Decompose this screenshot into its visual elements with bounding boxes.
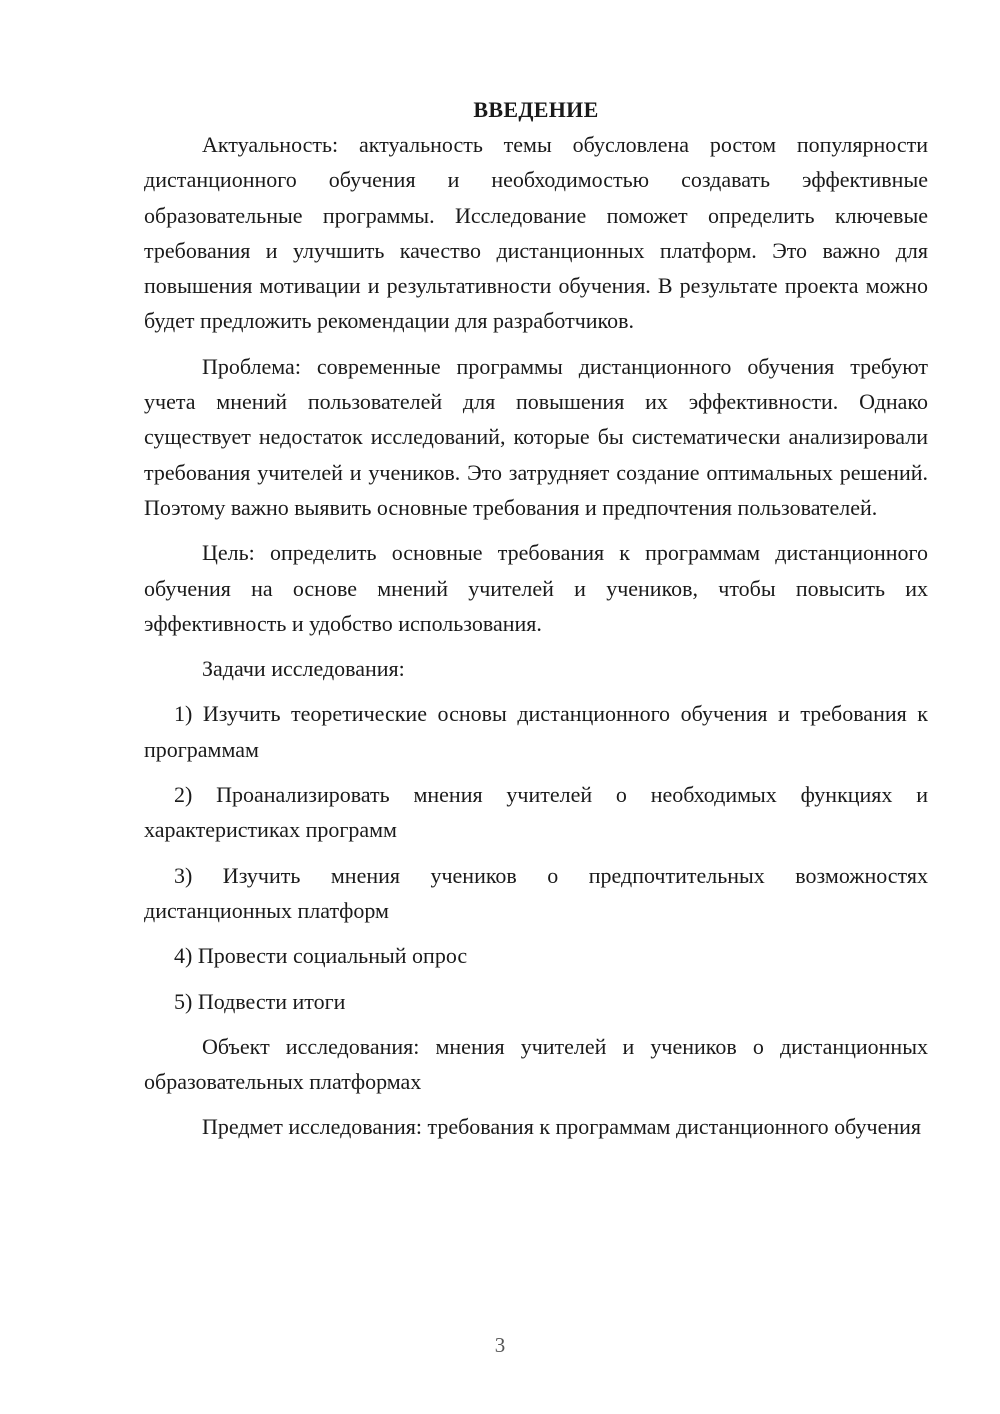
research-subject: Предмет исследования: требования к программам дистанционного обучения: [202, 1114, 922, 1140]
paragraph-relevance: Актуальность: актуальность темы обусловлена ростом популярности дистанционного обучения и необходимостью создавать эффективные образовательные программы. Исследование поможет определить ключевые требования и улучшить качество дистанционных платформ. Это важно для повышения мотивации и результативности обучения. В результате проекта можно будет предложить рекомендации для разработчиков.: [144, 132, 928, 334]
page-number: 3: [494, 1333, 506, 1357]
task-item-3: 3) Изучить мнения учеников о предпочтительных возможностях дистанционных платформ: [144, 862, 928, 923]
paragraph-goal: Цель: определить основные требования к программам дистанционного обучения на основе мнений учителей и учеников, чтобы повысить их эффективность и удобство использования.: [144, 540, 928, 636]
task-item-5: 5) Подвести итоги: [174, 988, 346, 1014]
task-item-2: 2) Проанализировать мнения учителей о необходимых функциях и характеристиках программ: [144, 782, 928, 843]
paragraph-problem: Проблема: современные программы дистанционного обучения требуют учета мнений пользователей для повышения их эффективности. Однако существует недостаток исследований, которые бы систематически анализировали требования учителей и учеников. Это затрудняет создание оптимальных решений. Поэтому важно выявить основные требования и предпочтения пользователей.: [144, 353, 928, 520]
page-title: ВВЕДЕНИЕ: [473, 97, 599, 122]
task-item-1: 1) Изучить теоретические основы дистанционного обучения и требования к программам: [144, 701, 928, 762]
document-page: [144, 94, 928, 1155]
task-item-4: 4) Провести социальный опрос: [174, 943, 468, 969]
tasks-heading: Задачи исследования:: [202, 656, 405, 682]
research-object: Объект исследования: мнения учителей и учеников о дистанционных образовательных платформах: [144, 1033, 928, 1095]
